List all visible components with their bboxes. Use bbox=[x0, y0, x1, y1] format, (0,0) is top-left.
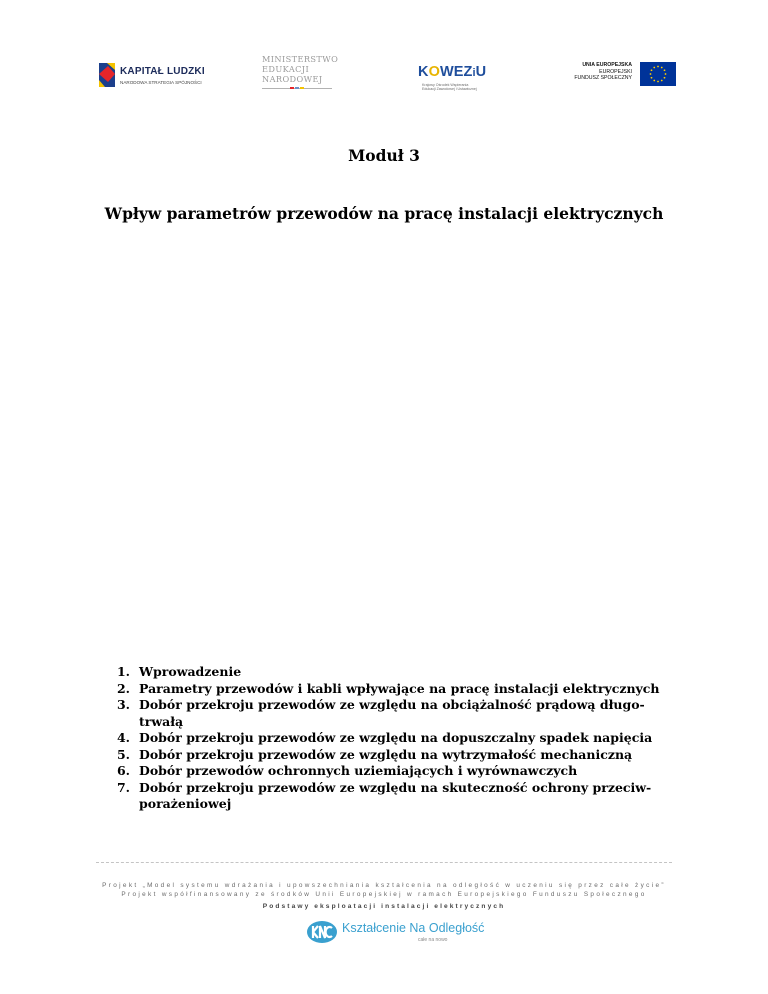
table-of-contents bbox=[112, 664, 682, 813]
ministerstwo-logo bbox=[262, 54, 342, 98]
topic-title: Wpływ parametrów przewodów na pracę instalacji elektrycznych bbox=[104, 204, 664, 223]
kowez-logo bbox=[418, 54, 496, 98]
module-title: Moduł 3 bbox=[348, 146, 420, 165]
kapital-ludzki-subtitle: NARODOWA STRATEGIA SPÓJNOŚCI bbox=[120, 80, 202, 85]
eu-star-icon bbox=[651, 69, 653, 71]
toc-item-5 bbox=[112, 747, 682, 764]
toc-label-continuation: porażeniowej bbox=[139, 796, 232, 811]
eu-flag-icon bbox=[640, 62, 676, 86]
kno-subtitle: całe na nowo bbox=[418, 937, 448, 943]
toc-item-4 bbox=[112, 730, 682, 747]
eu-star-icon bbox=[664, 77, 666, 79]
toc-item-6 bbox=[112, 763, 682, 780]
toc-number: 1. bbox=[116, 664, 130, 679]
toc-label: Dobór przekroju przewodów ze względu na skuteczność ochrony przeciw- bbox=[139, 779, 652, 795]
footer-course-title: Podstawy eksploatacji instalacji elektrycznych bbox=[262, 903, 506, 910]
eu-star-icon bbox=[653, 67, 655, 69]
toc-item-3 bbox=[112, 697, 682, 730]
toc-number: 7. bbox=[116, 779, 130, 795]
kapital-ludzki-emblem-icon bbox=[96, 60, 118, 90]
toc-number: 5. bbox=[116, 746, 130, 762]
footer-funding-line: Projekt współfinansowany ze środków Unii Europejskiej w ramach Europejskiego Funduszu Społecznego bbox=[121, 891, 647, 898]
toc-item-1 bbox=[112, 664, 682, 681]
kapital-ludzki-logo bbox=[96, 54, 206, 98]
toc-label: Dobór przekroju przewodów ze względu na dopuszczalny spadek napięcia bbox=[139, 730, 653, 745]
eu-star-icon bbox=[661, 67, 663, 69]
kowez-subtitle: Krajowy Ośrodek Wspierania Edukacji Zawodowej i Ustawicznej bbox=[422, 83, 477, 92]
footer-project-line: Projekt „Model systemu wdrażania i upowszechniania kształcenia na odległość w uczeniu się przez całe życie” bbox=[102, 882, 666, 889]
eu-star-icon bbox=[664, 69, 666, 71]
toc-number: 2. bbox=[116, 680, 130, 696]
toc-item-2 bbox=[112, 681, 682, 698]
ministerstwo-line-1: MINISTERSTWO bbox=[262, 54, 339, 64]
toc-number: 6. bbox=[116, 763, 130, 778]
toc-number: 3. bbox=[116, 697, 130, 712]
eu-star-icon bbox=[650, 73, 652, 75]
kapital-ludzki-title: KAPITAŁ LUDZKI bbox=[120, 66, 205, 77]
kno-title: Kształcenie Na Odległość bbox=[342, 921, 485, 935]
header-logos bbox=[0, 54, 768, 98]
toc-label: Dobór przekroju przewodów ze względu na wytrzymałość mechaniczną bbox=[139, 746, 633, 762]
eu-star-icon bbox=[653, 80, 655, 82]
eu-star-icon bbox=[657, 81, 659, 83]
toc-item-7 bbox=[112, 780, 682, 813]
toc-label: Dobór przewodów ochronnych uziemiających i wyrównawczych bbox=[139, 763, 578, 778]
toc-label: Dobór przekroju przewodów ze względu na obciążalność prądową długo- bbox=[139, 697, 645, 712]
unia-europejska-logo bbox=[566, 54, 676, 98]
unia-europejska-text: UNIA EUROPEJSKA EUROPEJSKI FUNDUSZ SPOŁECZNY bbox=[574, 62, 632, 82]
toc-label: Wprowadzenie bbox=[139, 664, 242, 679]
ministerstwo-line-2: EDUKACJI bbox=[262, 64, 310, 74]
eu-star-icon bbox=[661, 80, 663, 82]
toc-label: Parametry przewodów i kabli wpływające na pracę instalacji elektrycznych bbox=[139, 680, 660, 696]
toc-number: 4. bbox=[116, 730, 130, 745]
kowez-wordmark: KOWEZiU bbox=[418, 64, 487, 80]
eu-star-icon bbox=[657, 66, 659, 68]
eu-star-icon bbox=[651, 77, 653, 79]
ministerstwo-line-3: NARODOWEJ bbox=[262, 74, 323, 84]
kno-emblem-icon bbox=[306, 920, 338, 944]
footer-divider bbox=[96, 862, 672, 863]
eu-star-icon bbox=[665, 73, 667, 75]
toc-label-continuation: trwałą bbox=[139, 713, 184, 729]
kno-logo bbox=[306, 918, 485, 948]
ministerstwo-ornament-icon bbox=[290, 86, 304, 90]
